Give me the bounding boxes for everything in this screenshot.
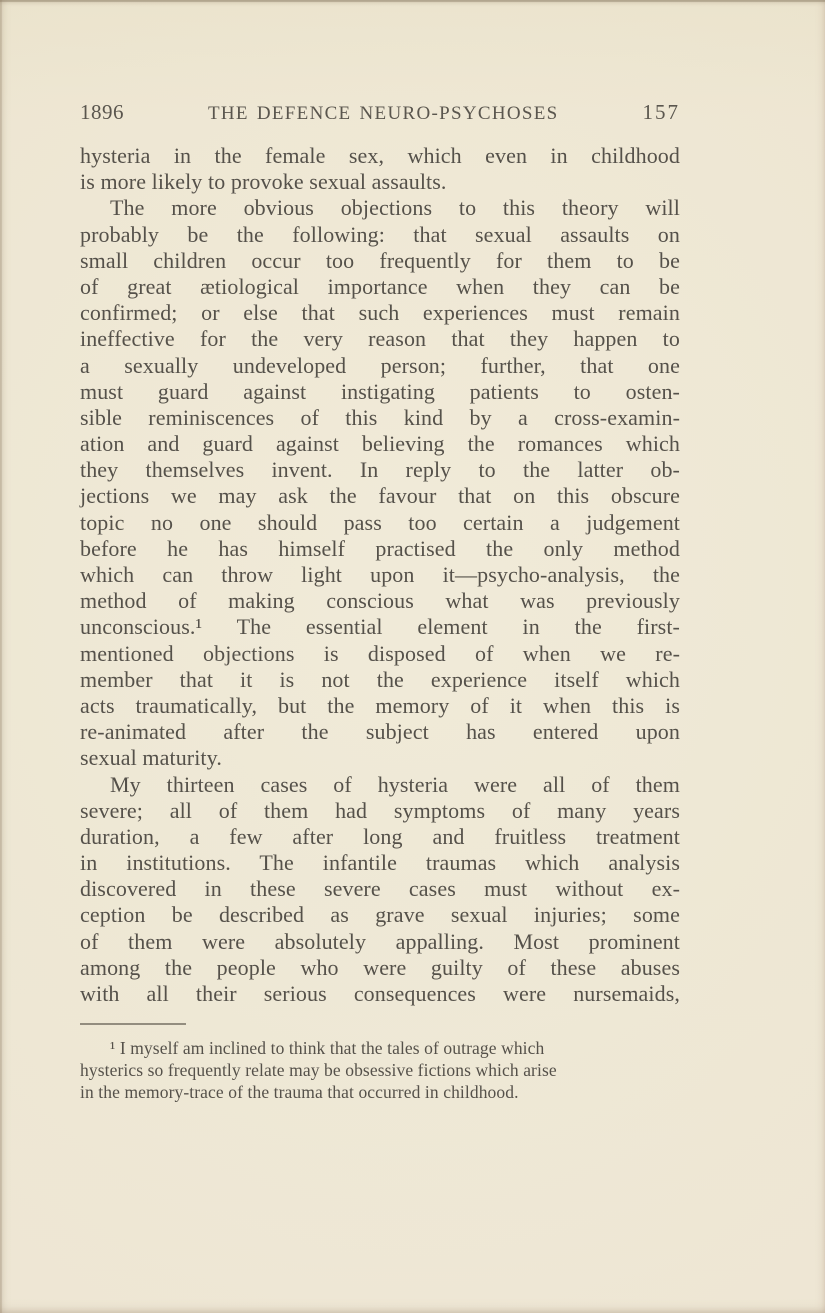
text-line: acts traumatically, but the memory of it when this is xyxy=(80,692,680,718)
text-line: in institutions. The infantile traumas which analysis xyxy=(80,850,680,876)
text-line: a sexually undeveloped person; further, that one xyxy=(80,352,680,378)
text-line: of them were absolutely appalling. Most prominent xyxy=(80,928,680,954)
text-line: member that it is not the experience itself which xyxy=(80,666,680,692)
text-line: of great ætiological importance when they can be xyxy=(80,273,680,299)
text-line: My thirteen cases of hysteria were all of them xyxy=(110,771,680,797)
text-line: hysterics so frequently relate may be obsessive fictions which arise xyxy=(80,1060,557,1080)
text-line: small children occur too frequently for them to be xyxy=(80,247,680,273)
running-title: THE DEFENCE NEURO-PSYCHOSES xyxy=(207,103,559,124)
text-line: hysteria in the female sex, which even in childhood xyxy=(80,143,680,168)
text-line: mentioned objections is disposed of when we re- xyxy=(80,640,680,666)
text-line: discovered in these severe cases must without ex- xyxy=(80,876,680,902)
text-line: The more obvious objections to this theory will xyxy=(110,195,680,221)
text-line: ation and guard against believing the romances which xyxy=(80,431,680,457)
text-line: severe; all of them had symptoms of many years xyxy=(80,797,680,823)
text-line: is more likely to provoke sexual assaults. xyxy=(80,169,447,195)
text-line: probably be the following: that sexual assaults on xyxy=(80,221,680,247)
text-line: ¹ I myself am inclined to think that the tales of outrage which xyxy=(110,1038,545,1058)
text-line: jections we may ask the favour that on this obscure xyxy=(80,483,680,509)
text-line: method of making conscious what was previously xyxy=(80,588,680,614)
text-line: ineffective for the very reason that they happen to xyxy=(80,326,680,352)
footnote-separator xyxy=(80,1023,186,1025)
text-line: duration, a few after long and fruitless treatment xyxy=(80,823,680,849)
text-line: ception be described as grave sexual injuries; some xyxy=(80,902,680,928)
text-line: confirmed; or else that such experiences must remain xyxy=(80,300,680,326)
text-line: which can throw light upon it—psycho-analysis, the xyxy=(80,562,680,587)
page-number: 157 xyxy=(642,100,680,124)
text-line: topic no one should pass too certain a judgement xyxy=(80,509,680,535)
footnote xyxy=(80,1037,680,1103)
text-line: re-animated after the subject has entered upon xyxy=(80,719,680,745)
running-header xyxy=(80,100,680,125)
text-line: before he has himself practised the only method xyxy=(80,535,680,561)
text-line: sible reminiscences of this kind by a cross-examin- xyxy=(80,404,680,430)
text-line: with all their serious consequences were nursemaids, xyxy=(80,981,680,1006)
text-line: unconscious.¹ The essential element in the first- xyxy=(80,614,680,640)
text-line: must guard against instigating patients to osten- xyxy=(80,378,680,404)
text-line: among the people who were guilty of these abuses xyxy=(80,954,680,980)
header-year: 1896 xyxy=(80,100,124,124)
text-line: in the memory-trace of the trauma that occurred in childhood. xyxy=(80,1082,519,1102)
page-body xyxy=(80,143,680,1007)
text-line: sexual maturity. xyxy=(80,745,222,771)
text-line: they themselves invent. In reply to the latter ob- xyxy=(80,457,680,483)
